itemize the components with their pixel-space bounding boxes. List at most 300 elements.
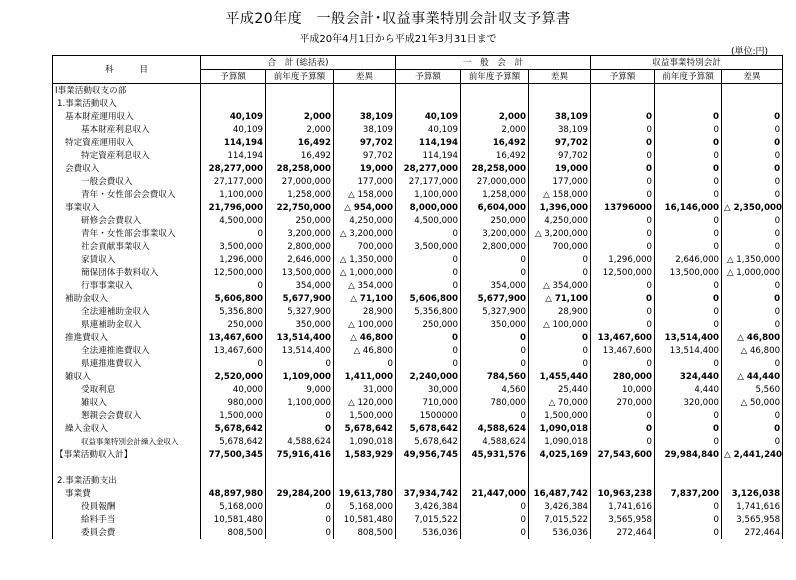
- subject-header: 科 目: [53, 56, 201, 84]
- amount-cell: 2,646,000: [266, 253, 334, 266]
- amount-cell: 1,500,000: [201, 409, 266, 422]
- amount-cell: [529, 84, 591, 98]
- amount-cell: 19,613,780: [334, 487, 396, 500]
- amount-cell: 5,606,800: [201, 292, 266, 305]
- amount-cell: 30,000: [396, 383, 461, 396]
- amount-cell: [266, 474, 334, 487]
- amount-cell: 980,000: [201, 396, 266, 409]
- row-label: 家賃収入: [53, 253, 201, 266]
- amount-cell: 0: [722, 318, 783, 331]
- amount-cell: [722, 461, 783, 474]
- amount-cell: 0: [591, 292, 655, 305]
- amount-cell: 0: [722, 162, 783, 175]
- amount-cell: 2,000: [461, 123, 529, 136]
- amount-cell: 780,000: [461, 396, 529, 409]
- amount-cell: 1,396,000: [529, 201, 591, 214]
- fiscal-period: 平成20年4月1日から平成21年3月31日まで: [299, 34, 497, 45]
- amount-cell: 0: [655, 162, 722, 175]
- amount-cell: [334, 461, 396, 474]
- amount-cell: 21,447,000: [461, 487, 529, 500]
- amount-cell: 1,500,000: [334, 409, 396, 422]
- amount-cell: [266, 461, 334, 474]
- amount-cell: 0: [591, 422, 655, 435]
- table-row: [53, 513, 783, 526]
- amount-cell: 0: [655, 305, 722, 318]
- amount-cell: 40,109: [201, 110, 266, 123]
- amount-cell: 1,258,000: [461, 188, 529, 201]
- amount-cell: △ 44,440: [722, 370, 783, 383]
- table-row: [53, 383, 783, 396]
- amount-cell: 5,677,900: [461, 292, 529, 305]
- col-prev-budget: 前年度予算額: [461, 70, 529, 84]
- amount-cell: [266, 97, 334, 110]
- amount-cell: 324,440: [655, 370, 722, 383]
- amount-cell: 5,678,642: [201, 435, 266, 448]
- amount-cell: 320,000: [655, 396, 722, 409]
- amount-cell: 1,100,000: [396, 188, 461, 201]
- row-label: 簡保団体手数料収入: [53, 266, 201, 279]
- amount-cell: 16,492: [266, 149, 334, 162]
- table-row: [53, 110, 783, 123]
- amount-cell: 97,702: [529, 136, 591, 149]
- table-row: [53, 370, 783, 383]
- amount-cell: △ 71,100: [529, 292, 591, 305]
- amount-cell: 0: [722, 123, 783, 136]
- table-row: [53, 253, 783, 266]
- row-label: 特定資産利息収入: [53, 149, 201, 162]
- group-header-total: 合 計 (総括表): [201, 56, 396, 70]
- amount-cell: 0: [461, 357, 529, 370]
- amount-cell: 0: [722, 409, 783, 422]
- amount-cell: 1,090,018: [334, 435, 396, 448]
- amount-cell: [461, 97, 529, 110]
- amount-cell: 0: [591, 305, 655, 318]
- amount-cell: [722, 84, 783, 98]
- amount-cell: [591, 461, 655, 474]
- amount-cell: [201, 474, 266, 487]
- amount-cell: 0: [461, 266, 529, 279]
- amount-cell: 0: [266, 422, 334, 435]
- amount-cell: △ 120,000: [334, 396, 396, 409]
- amount-cell: 5,356,800: [396, 305, 461, 318]
- row-label: 【事業活動収入計】: [53, 448, 201, 461]
- amount-cell: [655, 474, 722, 487]
- amount-cell: 0: [266, 513, 334, 526]
- amount-cell: 38,109: [334, 110, 396, 123]
- row-label: 事業費: [53, 487, 201, 500]
- row-label: 全法連補助金収入: [53, 305, 201, 318]
- amount-cell: 5,356,800: [201, 305, 266, 318]
- amount-cell: △ 158,000: [334, 188, 396, 201]
- row-label: [53, 461, 201, 474]
- amount-cell: 4,560: [461, 383, 529, 396]
- amount-cell: [201, 97, 266, 110]
- amount-cell: △ 1,000,000: [722, 266, 783, 279]
- col-budget: 予算額: [591, 70, 655, 84]
- amount-cell: 10,963,238: [591, 487, 655, 500]
- amount-cell: 12,500,000: [201, 266, 266, 279]
- amount-cell: [396, 97, 461, 110]
- amount-cell: △ 50,000: [722, 396, 783, 409]
- amount-cell: △ 1,350,000: [334, 253, 396, 266]
- amount-cell: 0: [655, 292, 722, 305]
- amount-cell: [396, 474, 461, 487]
- table-row: [53, 123, 783, 136]
- amount-cell: 19,000: [334, 162, 396, 175]
- amount-cell: 1,258,000: [266, 188, 334, 201]
- amount-cell: 8,000,000: [396, 201, 461, 214]
- amount-cell: 710,000: [396, 396, 461, 409]
- row-label: 行事事業収入: [53, 279, 201, 292]
- amount-cell: 0: [461, 344, 529, 357]
- amount-cell: 7,015,522: [529, 513, 591, 526]
- amount-cell: 6,604,000: [461, 201, 529, 214]
- amount-cell: 272,464: [722, 526, 783, 539]
- amount-cell: 0: [722, 110, 783, 123]
- amount-cell: 280,000: [591, 370, 655, 383]
- amount-cell: 16,492: [461, 136, 529, 149]
- table-row: [53, 357, 783, 370]
- amount-cell: 1,741,616: [722, 500, 783, 513]
- amount-cell: 38,109: [529, 110, 591, 123]
- amount-cell: 0: [591, 149, 655, 162]
- amount-cell: 5,677,900: [266, 292, 334, 305]
- amount-cell: [529, 474, 591, 487]
- amount-cell: 0: [655, 513, 722, 526]
- amount-cell: 177,000: [334, 175, 396, 188]
- amount-cell: 27,177,000: [396, 175, 461, 188]
- table-row: [53, 292, 783, 305]
- col-diff: 差異: [334, 70, 396, 84]
- amount-cell: 0: [201, 279, 266, 292]
- row-label: 給料手当: [53, 513, 201, 526]
- amount-cell: 0: [396, 266, 461, 279]
- row-label: 補助金収入: [53, 292, 201, 305]
- table-row: [53, 448, 783, 461]
- amount-cell: 0: [461, 513, 529, 526]
- amount-cell: 2,646,000: [655, 253, 722, 266]
- amount-cell: 0: [461, 526, 529, 539]
- amount-cell: 0: [591, 162, 655, 175]
- amount-cell: [461, 461, 529, 474]
- amount-cell: 28,900: [529, 305, 591, 318]
- amount-cell: 0: [396, 253, 461, 266]
- amount-cell: 13,514,400: [655, 344, 722, 357]
- amount-cell: 5,327,900: [266, 305, 334, 318]
- amount-cell: △ 354,000: [529, 279, 591, 292]
- amount-cell: 27,543,600: [591, 448, 655, 461]
- table-row: [53, 461, 783, 474]
- amount-cell: 0: [334, 357, 396, 370]
- amount-cell: △ 2,350,000: [722, 201, 783, 214]
- amount-cell: [266, 84, 334, 98]
- amount-cell: 27,000,000: [461, 175, 529, 188]
- table-row: [53, 201, 783, 214]
- amount-cell: 0: [655, 500, 722, 513]
- table-row: [53, 344, 783, 357]
- amount-cell: △ 100,000: [529, 318, 591, 331]
- amount-cell: △ 3,200,000: [529, 227, 591, 240]
- row-label: 全法連推進費収入: [53, 344, 201, 357]
- row-label: 会費収入: [53, 162, 201, 175]
- amount-cell: 0: [722, 279, 783, 292]
- budget-table: [52, 55, 783, 539]
- table-row: [53, 188, 783, 201]
- amount-cell: 28,277,000: [396, 162, 461, 175]
- table-row: [53, 409, 783, 422]
- amount-cell: [396, 461, 461, 474]
- group-header-profit: 収益事業特別会計: [591, 56, 783, 70]
- amount-cell: 0: [722, 357, 783, 370]
- group-header-general: 一 般 会 計: [396, 56, 591, 70]
- table-row: [53, 162, 783, 175]
- amount-cell: 0: [722, 227, 783, 240]
- amount-cell: 0: [591, 318, 655, 331]
- amount-cell: 0: [396, 227, 461, 240]
- amount-cell: 0: [266, 409, 334, 422]
- amount-cell: 0: [529, 357, 591, 370]
- amount-cell: [722, 97, 783, 110]
- amount-cell: 1500000: [396, 409, 461, 422]
- amount-cell: 1,090,018: [529, 435, 591, 448]
- amount-cell: 0: [591, 435, 655, 448]
- amount-cell: 13,500,000: [655, 266, 722, 279]
- col-budget: 予算額: [396, 70, 461, 84]
- amount-cell: 4,500,000: [201, 214, 266, 227]
- table-row: [53, 396, 783, 409]
- col-prev-budget: 前年度予算額: [266, 70, 334, 84]
- amount-cell: 250,000: [461, 214, 529, 227]
- amount-cell: 3,565,958: [591, 513, 655, 526]
- amount-cell: 4,440: [655, 383, 722, 396]
- table-row: [53, 214, 783, 227]
- amount-cell: 97,702: [529, 149, 591, 162]
- amount-cell: 114,194: [396, 136, 461, 149]
- row-label: 雑収入: [53, 370, 201, 383]
- amount-cell: 0: [396, 357, 461, 370]
- amount-cell: 3,500,000: [396, 240, 461, 253]
- amount-cell: 9,000: [266, 383, 334, 396]
- row-label: 基本財産利息収入: [53, 123, 201, 136]
- row-label: 県連補助金収入: [53, 318, 201, 331]
- table-row: [53, 136, 783, 149]
- table-row: [53, 84, 783, 98]
- amount-cell: 0: [591, 136, 655, 149]
- amount-cell: [529, 97, 591, 110]
- amount-cell: 0: [655, 422, 722, 435]
- amount-cell: 0: [396, 331, 461, 344]
- row-label: 青年・女性部会事業収入: [53, 227, 201, 240]
- amount-cell: 0: [266, 357, 334, 370]
- amount-cell: 0: [266, 526, 334, 539]
- amount-cell: 2,000: [461, 110, 529, 123]
- amount-cell: △ 46,800: [722, 331, 783, 344]
- amount-cell: [461, 84, 529, 98]
- amount-cell: 16,146,000: [655, 201, 722, 214]
- amount-cell: 4,588,624: [461, 435, 529, 448]
- amount-cell: 97,702: [334, 136, 396, 149]
- amount-cell: [591, 84, 655, 98]
- amount-cell: [655, 97, 722, 110]
- amount-cell: △ 354,000: [334, 279, 396, 292]
- amount-cell: 5,678,642: [334, 422, 396, 435]
- amount-cell: 13,500,000: [266, 266, 334, 279]
- amount-cell: 40,000: [201, 383, 266, 396]
- row-label: 1.事業活動収入: [53, 97, 201, 110]
- amount-cell: 250,000: [266, 214, 334, 227]
- amount-cell: 0: [722, 292, 783, 305]
- amount-cell: 7,015,522: [396, 513, 461, 526]
- amount-cell: 354,000: [266, 279, 334, 292]
- amount-cell: 4,588,624: [461, 422, 529, 435]
- amount-cell: 2,000: [266, 110, 334, 123]
- amount-cell: 45,931,576: [461, 448, 529, 461]
- amount-cell: 0: [461, 409, 529, 422]
- amount-cell: 272,464: [591, 526, 655, 539]
- table-body: [53, 84, 783, 540]
- amount-cell: [655, 84, 722, 98]
- amount-cell: 0: [396, 344, 461, 357]
- amount-cell: 0: [396, 279, 461, 292]
- row-label: 事業収入: [53, 201, 201, 214]
- amount-cell: 1,100,000: [201, 188, 266, 201]
- amount-cell: 5,168,000: [201, 500, 266, 513]
- amount-cell: 16,492: [461, 149, 529, 162]
- amount-cell: [461, 474, 529, 487]
- amount-cell: 37,934,742: [396, 487, 461, 500]
- table-row: [53, 474, 783, 487]
- row-label: 懇親会会費収入: [53, 409, 201, 422]
- amount-cell: 13,467,600: [201, 344, 266, 357]
- amount-cell: △ 46,800: [722, 344, 783, 357]
- amount-cell: 5,678,642: [396, 435, 461, 448]
- amount-cell: △ 954,000: [334, 201, 396, 214]
- col-budget: 予算額: [201, 70, 266, 84]
- amount-cell: [334, 97, 396, 110]
- amount-cell: 700,000: [529, 240, 591, 253]
- amount-cell: [529, 461, 591, 474]
- amount-cell: 16,487,742: [529, 487, 591, 500]
- amount-cell: 5,327,900: [461, 305, 529, 318]
- row-label: 受取利息: [53, 383, 201, 396]
- amount-cell: 4,250,000: [334, 214, 396, 227]
- row-label: 社会貢献事業収入: [53, 240, 201, 253]
- amount-cell: 16,492: [266, 136, 334, 149]
- amount-cell: 250,000: [396, 318, 461, 331]
- table-row: [53, 422, 783, 435]
- amount-cell: 13,467,600: [201, 331, 266, 344]
- amount-cell: 270,000: [591, 396, 655, 409]
- table-row: [53, 331, 783, 344]
- amount-cell: 29,984,840: [655, 448, 722, 461]
- amount-cell: [201, 84, 266, 98]
- amount-cell: 0: [655, 214, 722, 227]
- amount-cell: 3,200,000: [461, 227, 529, 240]
- amount-cell: △ 1,000,000: [334, 266, 396, 279]
- table-row: [53, 149, 783, 162]
- table-row: [53, 305, 783, 318]
- amount-cell: 97,702: [334, 149, 396, 162]
- amount-cell: 1,500,000: [529, 409, 591, 422]
- amount-cell: 5,168,000: [334, 500, 396, 513]
- table-row: [53, 487, 783, 500]
- amount-cell: 19,000: [529, 162, 591, 175]
- amount-cell: 4,250,000: [529, 214, 591, 227]
- amount-cell: 0: [529, 344, 591, 357]
- amount-cell: 0: [266, 500, 334, 513]
- row-label: Ⅰ事業活動収支の部: [53, 84, 201, 98]
- amount-cell: 1,109,000: [266, 370, 334, 383]
- amount-cell: 0: [655, 526, 722, 539]
- amount-cell: 2,240,000: [396, 370, 461, 383]
- amount-cell: [201, 461, 266, 474]
- amount-cell: △ 158,000: [529, 188, 591, 201]
- amount-cell: 7,837,200: [655, 487, 722, 500]
- amount-cell: 3,565,958: [722, 513, 783, 526]
- table-row: [53, 526, 783, 539]
- amount-cell: △ 46,800: [334, 331, 396, 344]
- amount-cell: 0: [591, 214, 655, 227]
- amount-cell: △ 46,800: [334, 344, 396, 357]
- amount-cell: 177,000: [529, 175, 591, 188]
- amount-cell: △ 71,100: [334, 292, 396, 305]
- amount-cell: 808,500: [334, 526, 396, 539]
- amount-cell: 0: [201, 357, 266, 370]
- amount-cell: 38,109: [334, 123, 396, 136]
- amount-cell: 2,520,000: [201, 370, 266, 383]
- amount-cell: 1,296,000: [591, 253, 655, 266]
- row-label: 青年・女性部会会費収入: [53, 188, 201, 201]
- col-prev-budget: 前年度予算額: [655, 70, 722, 84]
- amount-cell: 114,194: [201, 136, 266, 149]
- amount-cell: 0: [722, 214, 783, 227]
- amount-cell: 2,800,000: [461, 240, 529, 253]
- amount-cell: 0: [591, 409, 655, 422]
- amount-cell: 1,090,018: [529, 422, 591, 435]
- amount-cell: 13,467,600: [591, 344, 655, 357]
- amount-cell: 0: [591, 175, 655, 188]
- amount-cell: 0: [591, 123, 655, 136]
- amount-cell: [722, 474, 783, 487]
- amount-cell: △ 100,000: [334, 318, 396, 331]
- amount-cell: 4,025,169: [529, 448, 591, 461]
- amount-cell: [334, 84, 396, 98]
- amount-cell: 0: [722, 435, 783, 448]
- amount-cell: 0: [655, 110, 722, 123]
- amount-cell: 0: [529, 253, 591, 266]
- amount-cell: 0: [591, 240, 655, 253]
- amount-cell: 0: [722, 149, 783, 162]
- amount-cell: 1,455,440: [529, 370, 591, 383]
- unit-label: (単位:円): [730, 47, 768, 57]
- col-diff: 差異: [529, 70, 591, 84]
- amount-cell: 0: [591, 279, 655, 292]
- amount-cell: 4,588,624: [266, 435, 334, 448]
- amount-cell: 536,036: [529, 526, 591, 539]
- amount-cell: 0: [655, 318, 722, 331]
- amount-cell: 12,500,000: [591, 266, 655, 279]
- amount-cell: △ 3,200,000: [334, 227, 396, 240]
- amount-cell: 22,750,000: [266, 201, 334, 214]
- amount-cell: 49,956,745: [396, 448, 461, 461]
- amount-cell: 0: [655, 227, 722, 240]
- amount-cell: 5,560: [722, 383, 783, 396]
- amount-cell: 0: [591, 227, 655, 240]
- col-diff: 差異: [722, 70, 783, 84]
- amount-cell: 13,514,400: [266, 331, 334, 344]
- amount-cell: 10,000: [591, 383, 655, 396]
- amount-cell: 0: [201, 227, 266, 240]
